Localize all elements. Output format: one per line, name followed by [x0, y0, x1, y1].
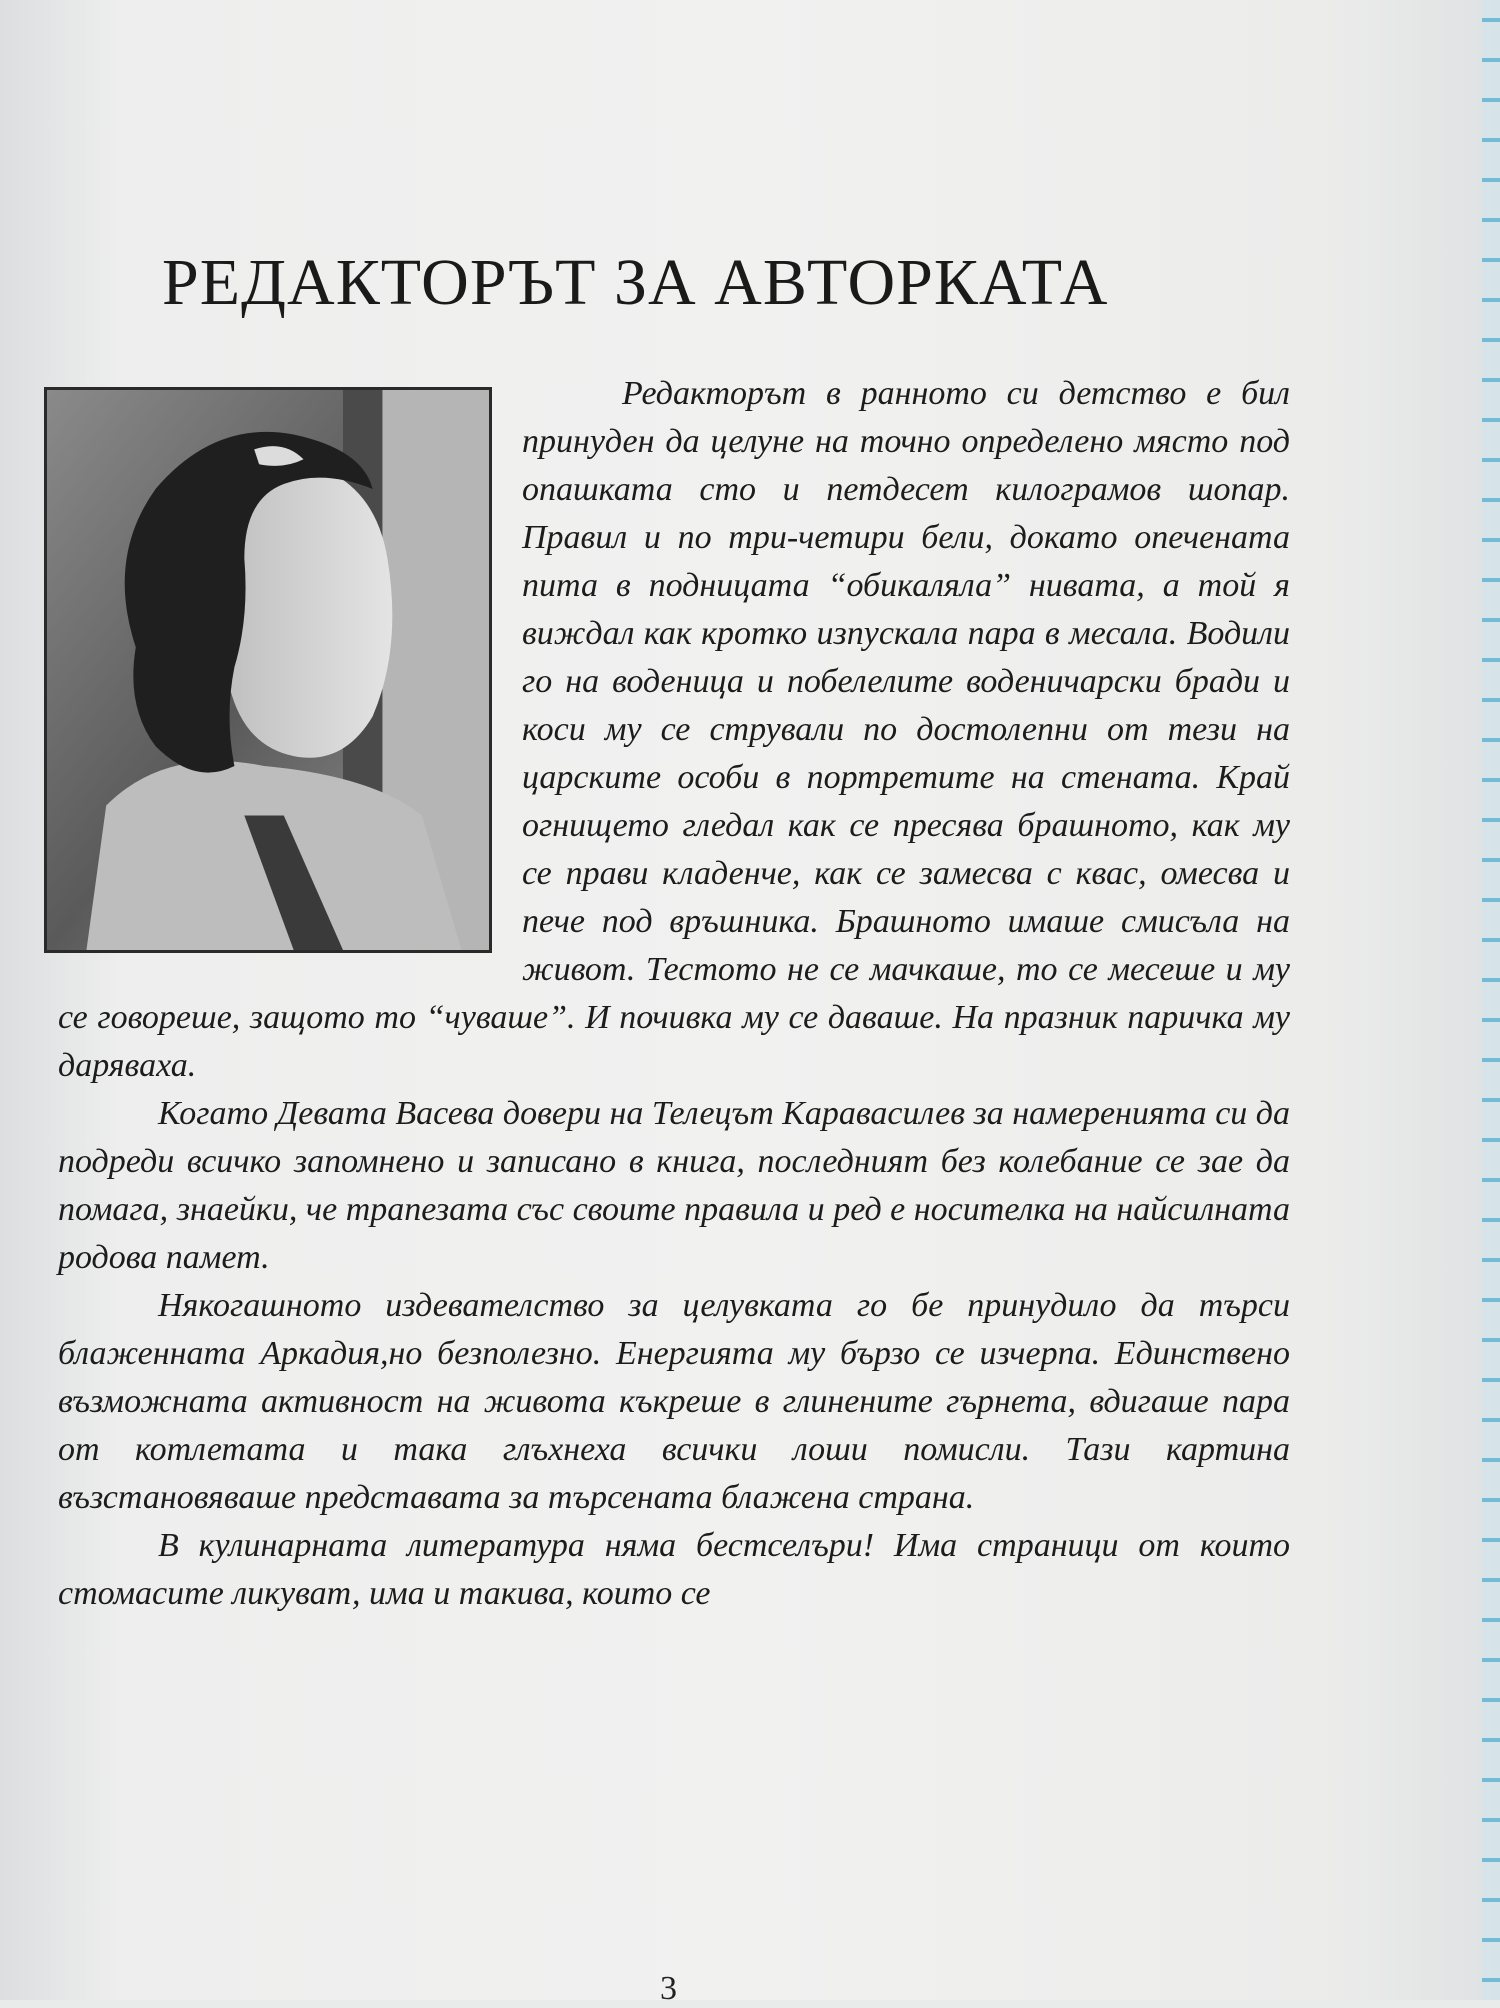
photo-wrap-space: [58, 370, 518, 970]
body-text: [58, 370, 1290, 1618]
paragraph-4: В кулинарната литература няма бестселъри! Има страници от които стомасите ликуват, има и такива, които се: [58, 1527, 1290, 1612]
page-edge-stripes: [1482, 0, 1500, 2000]
paragraph-3: Някогашното издевателство за целувката го бе принудило да търси блаженната Аркадия,но безполезно. Енергията му бързо се изчерпа. Единствено възможната активност на живота къкреше в глинените гърнета, вдигаше пара от котлетата и така глъхнеха всички лоши помисли. Тази картина възстановяваше представата за търсената блажена страна.: [58, 1287, 1290, 1516]
paragraph-1: Редакторът в ранното си детство е бил принуден да целуне на точно определено място под опашката сто и петдесет килограмов шопар. Правил и по три-четири бели, докато опечената пита в подницата “обикаляла” нивата, а той я виждал как кротко изпускала пара в месала. Водили го на воденица и побелелите воденичарски бради и коси му се стрували по достолепни от тези на царските особи в портретите на стената. Край огнището гледал как се пресява брашното, как му се прави кладенче, как се замесва с квас, омесва и пече под връшника. Брашното имаше смисъла на живот. Тестото не се мачкаше, то се месеше и му се говореше, защото то “чуваше”. И почивка му се даваше. На празник паричка му даряваха.: [58, 375, 1290, 1084]
paragraph-2: Когато Девата Васева довери на Телецът Каравасилев за намеренията си да подреди всичко запомнено и записано в книга, последният без колебание се зае да помага, знаейки, че трапезата със своите правила и ред е носителка на найсилната родова памет.: [58, 1095, 1290, 1276]
page-number: 3: [660, 1970, 677, 2007]
page-title: РЕДАКТОРЪТ ЗА АВТОРКАТА: [162, 246, 1109, 319]
